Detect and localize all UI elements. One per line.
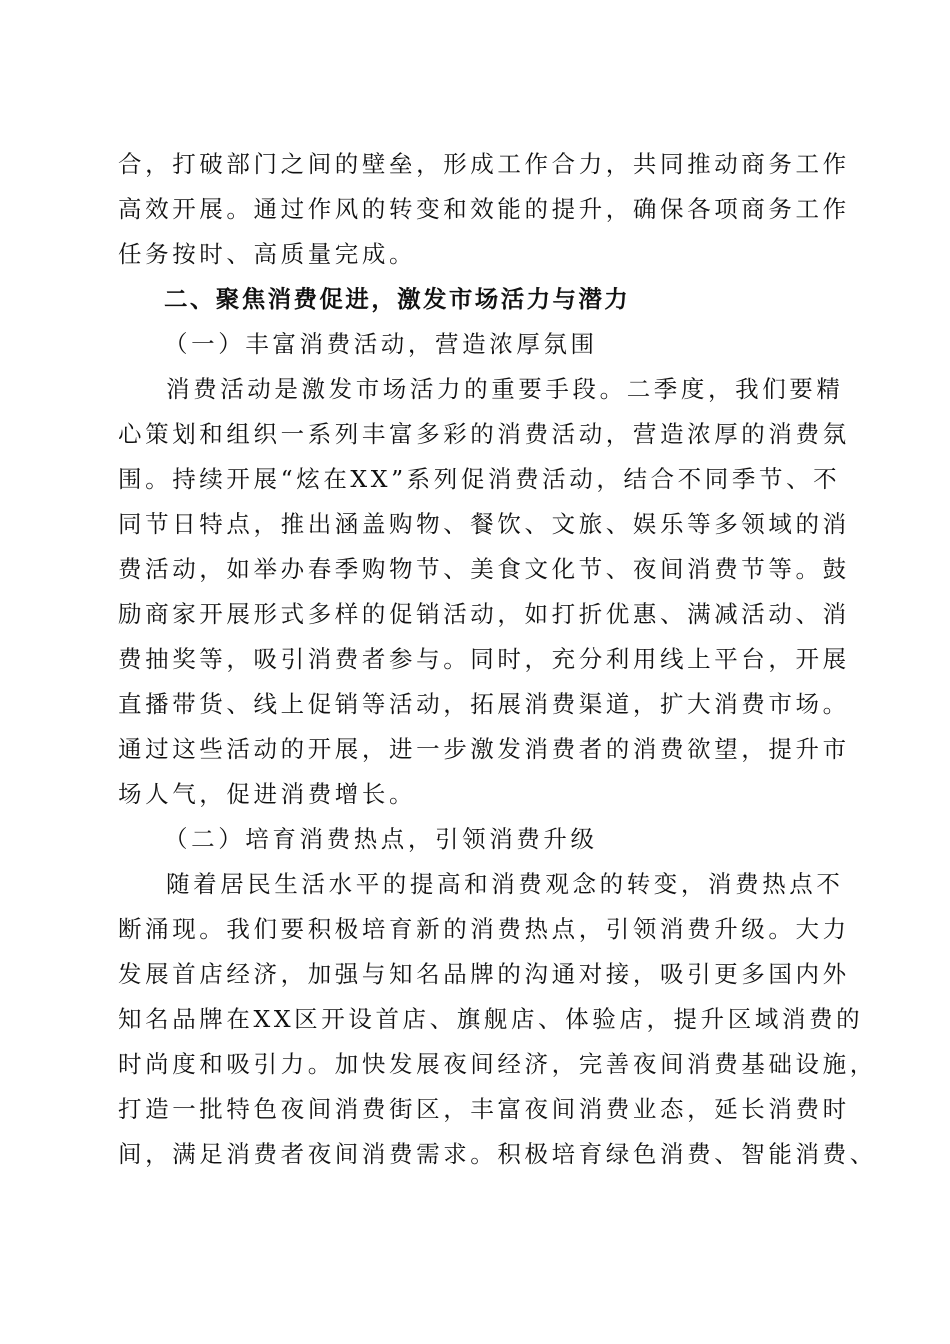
body-line: 心策划和组织一系列丰富多彩的消费活动，营造浓厚的消费氛: [118, 420, 850, 448]
body-line: 费活动，如举办春季购物节、美食文化节、夜间消费节等。鼓: [118, 555, 850, 583]
document-body: [118, 142, 877, 1177]
body-line: 高效开展。通过作风的转变和效能的提升，确保各项商务工作: [118, 195, 850, 223]
body-line: 场人气，促进消费增长。: [118, 780, 417, 808]
subsection-heading: （一）丰富消费活动，营造浓厚氛围: [164, 330, 598, 358]
body-line: 间，满足消费者夜间消费需求。积极培育绿色消费、智能消费、: [118, 1140, 877, 1168]
body-line: 励商家开展形式多样的促销活动，如打折优惠、满减活动、消: [118, 600, 850, 628]
body-line: 直播带货、线上促销等活动，拓展消费渠道，扩大消费市场。: [118, 690, 850, 718]
body-line: 合，打破部门之间的壁垒，形成工作合力，共同推动商务工作: [118, 150, 850, 178]
body-line: 时尚度和吸引力。加快发展夜间经济，完善夜间消费基础设施，: [118, 1050, 877, 1078]
paragraph-first-line: 消费活动是激发市场活力的重要手段。二季度，我们要精: [166, 375, 844, 403]
body-line: 知名品牌在XX区开设首店、旗舰店、体验店，提升区域消费的: [118, 1005, 864, 1033]
paragraph-first-line: 随着居民生活水平的提高和消费观念的转变，消费热点不: [166, 870, 844, 898]
body-line: 同节日特点，推出涵盖购物、餐饮、文旅、娱乐等多领域的消: [118, 510, 850, 538]
body-line: 通过这些活动的开展，进一步激发消费者的消费欲望，提升市: [118, 735, 850, 763]
body-line: 打造一批特色夜间消费街区，丰富夜间消费业态，延长消费时: [118, 1095, 850, 1123]
body-line: 发展首店经济，加强与知名品牌的沟通对接，吸引更多国内外: [118, 960, 850, 988]
subsection-heading: （二）培育消费热点，引领消费升级: [164, 825, 598, 853]
body-line: 费抽奖等，吸引消费者参与。同时，充分利用线上平台，开展: [118, 645, 850, 673]
body-line: 任务按时、高质量完成。: [118, 240, 417, 268]
section-heading: 二、聚焦消费促进，激发市场活力与潜力: [164, 285, 631, 313]
body-line: 围。持续开展“炫在XX”系列促消费活动，结合不同季节、不: [118, 465, 841, 493]
body-line: 断涌现。我们要积极培育新的消费热点，引领消费升级。大力: [118, 915, 850, 943]
